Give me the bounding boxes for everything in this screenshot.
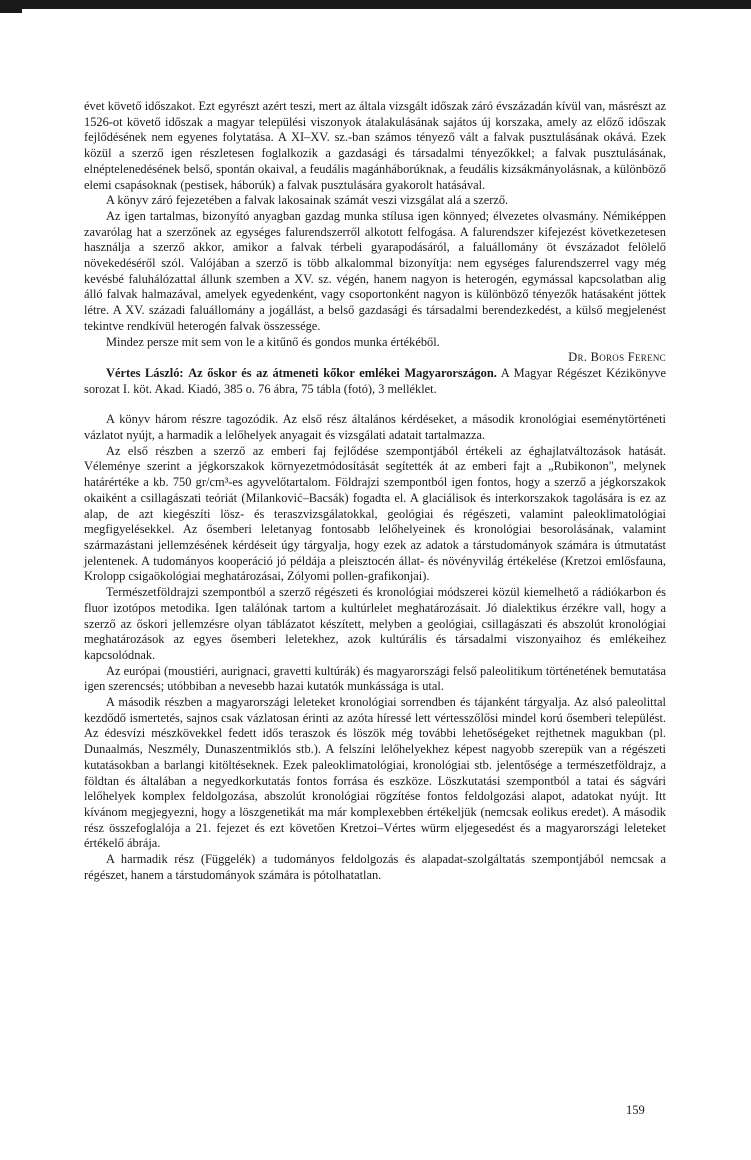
scan-top-border	[0, 0, 751, 9]
paragraph: A második részben a magyarországi leleteket kronológiai sorrendben és tájanként tárgyalja. Az alsó paleolittal kezdődő ismertetés, sajnos csak vázlatosan érinti az azóta híressé lett vértesszőlősi mindel korú ősemberi települést. Az édesvízi mészkövekkel fedett idős teraszok és löszök még további lehetőségeket rejthetnek magukban (pl. Dunaalmás, Neszmély, Dunaszentmiklós stb.). A felszíni lelőhelyekhez képest nagyobb szerepük van a régészeti kutatásokban a barlangi kitöltéseknek. Ezek paleoklimatológiai, kronológiai stb. jelentősége a természetföldrajz, a földtan és általában a negyedkorkutatás fontos forrása és eszköze. Löszkutatási szempontból a tatai és ságvári lelőhelyek komplex feldolgozása, abszolút kronológiai rögzítése fontos feldolgozási alapot, adatokat nyújt. Itt kívánom megjegyezni, hogy a löszgenetikát ma már komplexebben értékeljük (nemcsak eolikus eredet). A második rész összefoglalója a 21. fejezet és ezt követően Kretzoi–Vértes würm eljegesedést és a magyarországi leleteket értékelő ábrája.	[84, 695, 666, 851]
book-author: Vértes László:	[106, 365, 184, 380]
paragraph: Az első részben a szerző az emberi faj fejlődése szempontjából értékeli az éghajlatváltozások hatását. Véleménye szerint a jégkorszakok környezetmódosítását segítették át az emberi fajt a „Rubikonon", melynek határértéke a kb. 750 gr/cm³-es agyvelőtartalom. Földrajzi szempontból igen fontos, hogy a szerző a jégkorszakok okaiként a csillagászati teóriát (Milanković–Bacsák) fogadta el. A glaciálisok és interkorszakok tagolására is ez az alap, de azt kiegészíti lösz- és teraszvizsgálatokkal, geológiai és régészeti, valamint paleoklimatológiai megfigyelésekkel. Az ősemberi leletanyag fontosabb lelőhelyeinek és kronológiai besorolásának, valamint származástani jellemzésének kérdéseit úgy tárgyalja, hogy ezek az adatok a társtudományok számára is útmutatást jelentenek. A tudományos kooperáció jó példája a pleisztocén állat- és növényvilág értékelése (Kretzoi emlősfauna, Krolopp csigaökológiai meghatározásai, Zólyomi pollen-grafikonjai).	[84, 443, 666, 584]
reviewer-signature: Dr. Boros Ferenc	[568, 350, 666, 365]
paragraph: A könyv három részre tagozódik. Az első rész általános kérdéseket, a második kronológiai eseménytörténeti vázlatot nyújt, a harmadik a lelőhelyek anyagait és vizsgálati adatait tartalmazza.	[84, 412, 666, 443]
paragraph: A harmadik rész (Függelék) a tudományos feldolgozás és alapadat-szolgáltatás szempontjából nemcsak a régészet, hanem a társtudományok számára is pótolhatatlan.	[84, 852, 666, 882]
spacer	[84, 397, 666, 412]
paragraph: Természetföldrajzi szempontból a szerző régészeti és kronológiai módszerei közül kiemelhető a rádiókarbon és fluor izotópos metodika. Igen találónak tartom a kultúrlelet meghatározásait. Jó dialektikus érzékre vall, hogy a szerző az őskori jellemzésre olyan táblázatot készített, melyben a geológiai, csillagászati és abszolút kronológiai meghatározások az egyes ősemberi leletekhez, azok kultúrális és társadalmi viszonyaihoz és emlékeihez kapcsolódnak.	[84, 585, 666, 662]
paragraph: Az igen tartalmas, bizonyító anyagban gazdag munka stílusa igen könnyed; élvezetes olvasmány. Némiképpen zavarólag hat a szerzőnek az egységes falurendszerről alkotott felfogása. A falurendszer kifejezést következetesen használja a szerző akkor, amikor a falvak térbeli gyarapodásáról, a faluállomány öt évszázadot felölelő növekedéséről szól. Valójában a szerző is több alkalommal bizonyítja: nem egységes falurendszerrel vagy még kevésbé faluhálózattal állunk szemben a XV. sz. végén, hanem nagyon is heterogén, egymással kapcsolatban alig álló falvak halmazával, amelyek egyedenként, vagy csoportonként nagyon is különböző tényezők hatásaként jöttek létre. A XV. századi faluállomány a jogállást, a belső gazdasági és társadalmi berendezkedést, a külső megjelenést tekintve rendkívül heterogén falvak összessége.	[84, 208, 666, 333]
book-title: Az őskor és az átmeneti kőkor emlékei Magyarországon.	[188, 365, 497, 380]
paragraph: Mindez persze mit sem von le a kitűnő és gondos munka értékéből.	[106, 334, 440, 349]
book-citation: A Magyar Régészet Kézikönyve sorozat I. köt. Akad. Kiadó, 385 o. 76 ábra, 75 tábla (fotó), 3 melléklet.	[84, 365, 666, 396]
paragraph: A könyv záró fejezetében a falvak lakosainak számát veszi vizsgálat alá a szerző.	[106, 193, 509, 208]
review-heading	[84, 366, 666, 397]
paragraph: évet követő időszakot. Ezt egyrészt azért teszi, mert az általa vizsgált időszak záró évszázadán kívül van, másrészt az 1526-ot követő időszak a magyar települési viszonyok átalakulásának sajátos új korszaka, amely az előző időszak fejlődésének nem egyenes folytatása. A XI–XV. sz.-ban számos tényező vált a falvak pusztulásának okává. Ezek közül a szerző igen részletesen foglalkozik a gazdasági és társadalmi tényezőkkel; a falvak pusztulásának, elnéptelenedésének belső, spontán okaival, a feudális magánháborúknak, a feudális kizsákmányolásnak, a különböző elemi csapásoknak (pestisek, háborúk) a falvak pusztulására gyakorolt hatásával.	[84, 99, 666, 192]
document-page	[84, 99, 666, 883]
page-number: 159	[626, 1103, 645, 1117]
scan-corner-mark	[0, 9, 22, 13]
paragraph: Az európai (moustiéri, aurignaci, gravetti kultúrák) és magyarországi felső paleolitikum történetének bemutatása igen szerencsés; utóbbiban a nevesebb hazai kutatók munkássága is utal.	[84, 663, 666, 694]
